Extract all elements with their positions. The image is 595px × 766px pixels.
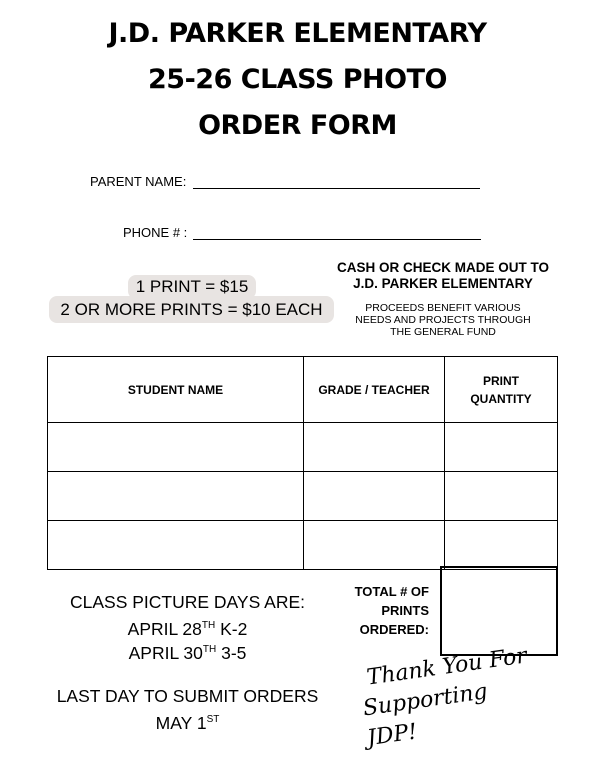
parent-name-line[interactable]	[193, 188, 480, 189]
table-header-row	[48, 357, 558, 423]
picture-days-heading: CLASS PICTURE DAYS ARE:	[69, 592, 306, 612]
form-subtitle: 25-26 CLASS PHOTO	[148, 64, 447, 95]
table-row	[48, 423, 558, 472]
phone-line[interactable]	[193, 239, 481, 240]
grade-teacher-cell[interactable]	[304, 423, 445, 472]
deadline-date-suffix: ST	[206, 714, 220, 725]
grade-teacher-header: GRADE / TEACHER	[304, 357, 445, 423]
picture-day-2-suffix: TH	[202, 644, 217, 655]
payment-line-2: J.D. PARKER ELEMENTARY	[353, 276, 533, 291]
form-title: ORDER FORM	[198, 110, 397, 141]
grade-teacher-cell[interactable]	[304, 521, 445, 570]
payment-line-1: CASH OR CHECK MADE OUT TO	[336, 260, 549, 275]
picture-day-2-grades: 3-5	[216, 642, 247, 663]
picture-day-1-date: APRIL 28	[127, 618, 202, 639]
picture-day-2-date: APRIL 30	[128, 642, 203, 663]
print-quantity-cell[interactable]	[445, 521, 558, 570]
grade-teacher-cell[interactable]	[304, 472, 445, 521]
order-table	[47, 356, 558, 570]
student-name-cell[interactable]	[48, 472, 304, 521]
picture-day-1-grades: K-2	[215, 618, 248, 639]
student-name-cell[interactable]	[48, 423, 304, 472]
deadline-date	[40, 708, 335, 735]
picture-day-1-suffix: TH	[201, 620, 216, 631]
print-quantity-cell[interactable]	[445, 423, 558, 472]
student-name-header: STUDENT NAME	[48, 357, 304, 423]
thank-you-line2: Supporting JDP!	[361, 679, 490, 752]
picture-day-2	[40, 638, 335, 665]
table-row	[48, 472, 558, 521]
deadline-heading: LAST DAY TO SUBMIT ORDERS	[56, 686, 319, 706]
phone-label: PHONE # :	[123, 225, 188, 240]
school-title: J.D. PARKER ELEMENTARY	[108, 18, 487, 49]
proceeds-note-2: NEEDS AND PROJECTS THROUGH	[355, 314, 531, 326]
thank-you-line1: Thank You For	[365, 643, 529, 691]
proceeds-note-3: THE GENERAL FUND	[390, 326, 496, 338]
thank-you-note	[357, 640, 548, 754]
print-quantity-cell[interactable]	[445, 472, 558, 521]
proceeds-note-1: PROCEEDS BENEFIT VARIOUS	[365, 302, 521, 314]
print-quantity-header-line1: PRINT	[483, 373, 519, 388]
print-quantity-header	[445, 357, 558, 423]
total-label-line3: ORDERED:	[359, 622, 429, 637]
table-row	[48, 521, 558, 570]
parent-name-label: PARENT NAME:	[90, 174, 187, 189]
student-name-cell[interactable]	[48, 521, 304, 570]
total-prints-box[interactable]	[440, 566, 558, 656]
print-quantity-header-line2: QUANTITY	[470, 391, 532, 406]
one-print-price: 1 PRINT = $15	[128, 275, 256, 299]
total-label-line2: PRINTS	[381, 603, 429, 618]
multi-print-price: 2 OR MORE PRINTS = $10 EACH	[49, 296, 334, 323]
total-label-line1: TOTAL # OF	[354, 584, 429, 599]
picture-day-1	[40, 614, 335, 641]
deadline-date-text: MAY 1	[155, 712, 207, 733]
